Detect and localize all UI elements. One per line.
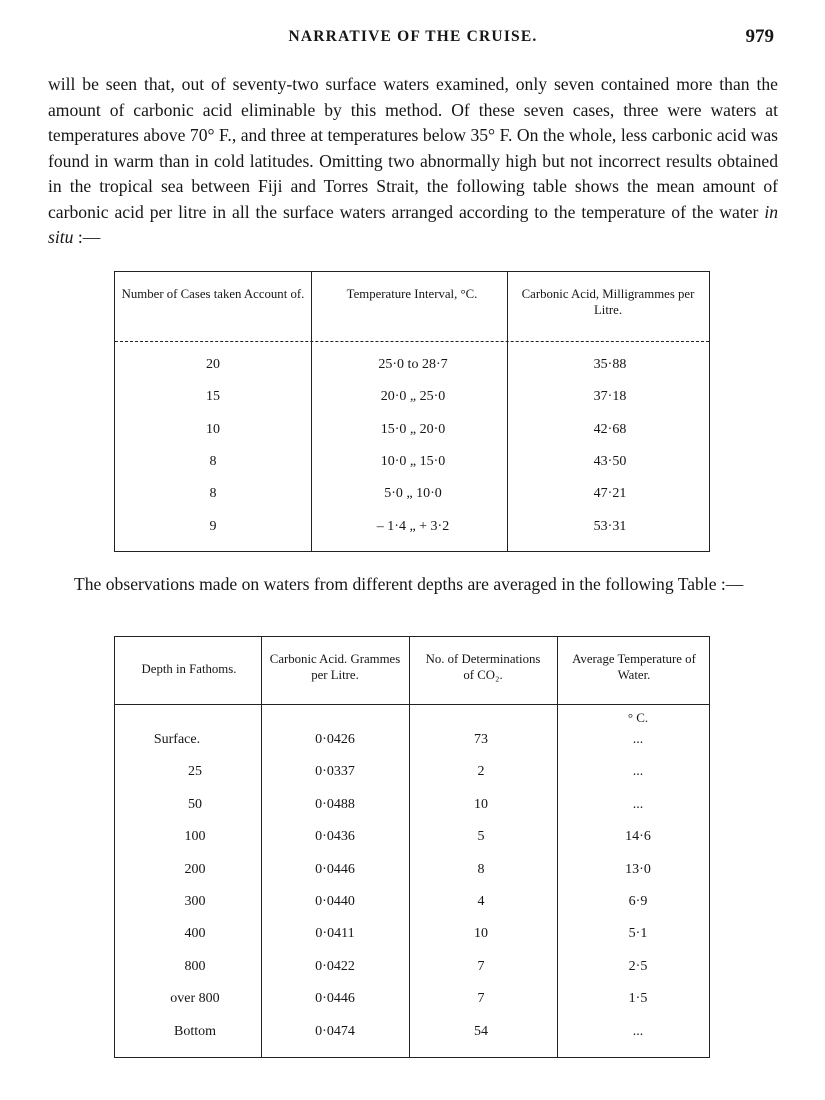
t2-cell: 0·0488	[315, 796, 355, 812]
page-number: 979	[745, 26, 774, 47]
t2-cell: 5·1	[628, 926, 648, 942]
t2-cell: 4	[477, 894, 485, 909]
column-divider	[311, 271, 312, 552]
t2-cell: 0·0411	[315, 926, 355, 942]
page-header	[48, 28, 778, 54]
t2-cell: 0·0436	[315, 829, 355, 845]
header-depth: Depth in Fathoms.	[141, 662, 237, 676]
t1-cell: 20·0 „ 25·0	[380, 389, 446, 405]
header-temperature-interval: Temperature Interval, °C.	[346, 287, 478, 301]
header-determinations: No. of Determinations of CO₂.	[425, 652, 541, 682]
t1-cell: 5·0 „ 10·0	[384, 486, 442, 502]
unit-degrees-c: ° C.	[627, 710, 649, 725]
t2-cell: ...	[632, 732, 644, 747]
t2-cell: 7	[477, 991, 485, 1007]
t1-cell: 47·21	[593, 486, 627, 502]
t2-cell: 54	[474, 1023, 488, 1039]
t2-cell: 14·6	[625, 829, 651, 845]
table-top-rule	[115, 636, 709, 637]
t2-cell: 5	[477, 829, 485, 845]
italic-in-situ: in situ	[48, 201, 778, 247]
t1-cell: 53·31	[593, 518, 627, 534]
t2-cell: 2	[477, 764, 485, 780]
t2-cell: 2·5	[628, 958, 648, 974]
table-temperature-intervals	[114, 271, 710, 552]
t2-cell: 0·0337	[315, 764, 355, 780]
t1-cell: 35·88	[593, 357, 627, 372]
t2-cell: 10	[474, 926, 488, 942]
t2-cell: ...	[632, 764, 644, 780]
t1-cell: 8	[209, 486, 217, 502]
t2-cell: Bottom	[173, 1023, 216, 1039]
t1-cell: 25·0 to 28·7	[378, 357, 448, 372]
running-title: NARRATIVE OF THE CRUISE.	[288, 28, 538, 45]
t2-cell: 300	[184, 894, 206, 909]
paragraph-depths: The observations made on waters from different depths are averaged in the following Table :—	[74, 574, 744, 594]
header-number-of-cases: Number of Cases taken Account of.	[121, 287, 305, 301]
t2-cell: 73	[474, 732, 488, 747]
t2-cell: ...	[632, 796, 644, 812]
t2-cell: ...	[632, 1023, 644, 1039]
table-bottom-rule	[115, 1057, 709, 1058]
t1-cell: 15·0 „ 20·0	[380, 421, 446, 437]
t2-cell: 400	[184, 926, 206, 942]
paragraph-intro	[48, 72, 778, 251]
t1-cell: – 1·4 „ + 3·2	[376, 518, 450, 534]
paragraph-intro-text: will be seen that, out of seventy-two surface waters examined, only seven contained more than the amount of carbonic acid eliminable by this method. Of these seven cases, three were waters at temperatures above 70° F., and three at temperatures below 35° F. On the whole, less carbonic acid was found in warm than in cold latitudes. Omitting two abnormally high but not incorrect results obtained in the tropical sea between Fiji and Torres Strait, the following table shows the mean amount of carbonic acid per litre in all the surface waters arranged according to the temperature of the water	[48, 74, 778, 222]
column-divider	[409, 636, 410, 1058]
table-header-rule	[115, 341, 709, 342]
t2-cell: Surface.	[153, 732, 201, 747]
t1-cell: 10·0 „ 15·0	[380, 453, 446, 469]
t2-cell: 50	[188, 796, 202, 812]
t2-cell: 0·0446	[315, 991, 355, 1007]
t2-cell: 0·0440	[315, 894, 355, 909]
t2-cell: 8	[477, 861, 485, 877]
t2-cell: 7	[477, 958, 485, 974]
t2-cell: 800	[184, 958, 206, 974]
t2-cell: 100	[184, 829, 206, 845]
t2-cell: 0·0474	[315, 1023, 355, 1039]
t2-cell: over 800	[170, 991, 220, 1007]
column-divider	[557, 636, 558, 1058]
t1-cell: 43·50	[593, 453, 627, 469]
t2-cell: 0·0422	[315, 958, 355, 974]
t1-cell: 37·18	[593, 389, 627, 405]
t2-cell: 200	[184, 861, 206, 877]
t1-cell: 42·68	[593, 421, 627, 437]
table-depth-averages	[114, 636, 710, 1058]
column-divider	[261, 636, 262, 1058]
table-top-rule	[115, 271, 709, 272]
t2-cell: 0·0446	[315, 861, 355, 877]
table-bottom-rule	[115, 551, 709, 552]
table-header-rule	[115, 704, 709, 705]
t1-cell: 9	[209, 518, 217, 534]
t2-cell: 0·0426	[315, 732, 355, 747]
column-divider	[507, 271, 508, 552]
header-carbonic-acid: Carbonic Acid, Milligrammes per Litre.	[521, 287, 695, 317]
header-carbonic-acid: Carbonic Acid. Grammes per Litre.	[269, 652, 401, 682]
t2-cell: 10	[474, 796, 488, 812]
header-average-temperature: Average Temperature of Water.	[572, 652, 696, 682]
t1-cell: 8	[209, 453, 217, 469]
t1-cell: 15	[206, 389, 220, 405]
t2-cell: 25	[188, 764, 202, 780]
paragraph-intro-end: :—	[73, 227, 101, 247]
t2-cell: 1·5	[628, 991, 648, 1007]
t1-cell: 10	[206, 421, 220, 437]
t2-cell: 6·9	[628, 894, 648, 909]
t1-cell: 20	[206, 357, 220, 372]
t2-cell: 13·0	[625, 861, 651, 877]
